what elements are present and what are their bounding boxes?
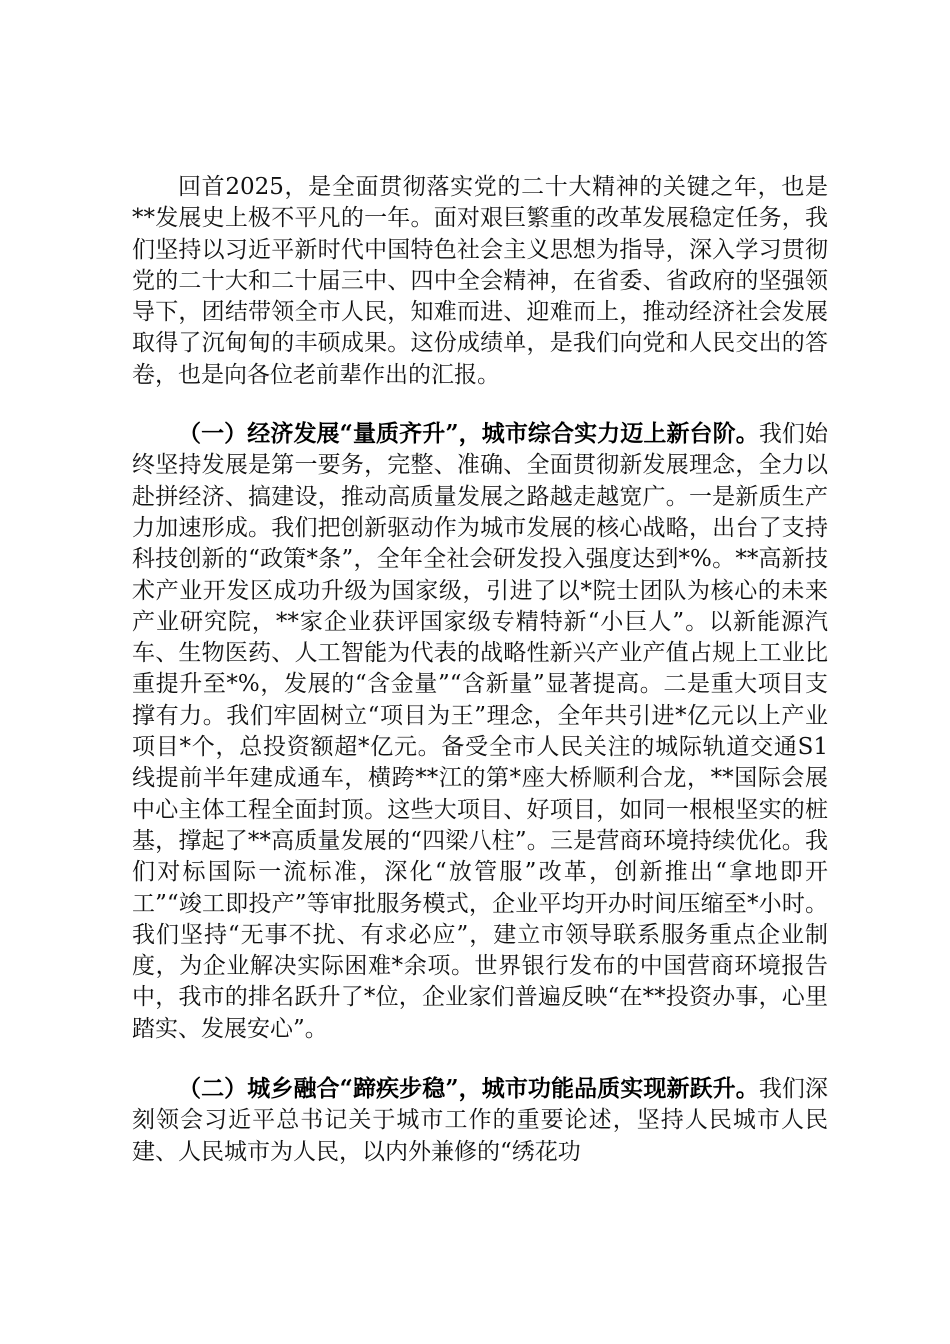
- section-2-heading: （二）城乡融合“蹄疾步稳”，城市功能品质实现新跃升。: [178, 1075, 759, 1103]
- section-1-text: 我们始终坚持发展是第一要务，完整、准确、全面贯彻新发展理念，全力以赴拼经济、搞建设，推动高质量发展之路越走越宽广。一是新质生产力加速形成。我们把创新驱动作为城市发展的核心战略，出台了支持科技创新的“政策*条”，全年全社会研发投入强度达到*%。**高新技术产业开发区成功升级为国家级，引进了以*院士团队为核心的未来产业研究院，**家企业获评国家级专精特新“小巨人”。以新能源汽车、生物医药、人工智能为代表的战略性新兴产业产值占规上工业比重提升至*%，发展的“含金量”“含新量”显著提高。二是重大项目支撑有力。我们牢固树立“项目为王”理念，全年共引进*亿元以上产业项目*个，总投资额超*亿元。备受全市人民关注的城际轨道交通S1线提前半年建成通车，横跨**江的第*座大桥顺利合龙，**国际会展中心主体工程全面封顶。这些大项目、好项目，如同一根根坚实的桩基，撑起了**高质量发展的“四梁八柱”。三是营商环境持续优化。我们对标国际一流标准，深化“放管服”改革，创新推出“拿地即开工”“竣工即投产”等审批服务模式，企业平均开办时间压缩至*小时。我们坚持“无事不扰、有求必应”，建立市领导联系服务重点企业制度，为企业解决实际困难*余项。世界银行发布的中国营商环境报告中，我市的排名跃升了*位，企业家们普遍反映“在**投资办事，心里踏实、发展安心”。: [132, 421, 828, 1042]
- section-1-heading: （一）经济发展“量质齐升”，城市综合实力迈上新台阶。: [178, 420, 759, 448]
- intro-paragraph-text: 回首2025，是全面贯彻落实党的二十大精神的关键之年，也是**发展史上极不平凡的一年。面对艰巨繁重的改革发展稳定任务，我们坚持以习近平新时代中国特色社会主义思想为指导，深入学习贯彻党的二十大和二十届三中、四中全会精神，在省委、省政府的坚强领导下，团结带领全市人民，知难而进、迎难而上，推动经济社会发展取得了沉甸甸的丰硕成果。这份成绩单，是我们向党和人民交出的答卷，也是向各位老前辈作出的汇报。: [132, 174, 828, 388]
- section-1-paragraph: [132, 418, 828, 1045]
- intro-paragraph: [132, 172, 828, 391]
- document-body: [132, 172, 828, 1168]
- paragraph-spacer: [132, 391, 828, 418]
- section-2-paragraph: [132, 1073, 828, 1168]
- section-2-text: 我们深刻领会习近平总书记关于城市工作的重要论述，坚持人民城市人民建、人民城市为人民，以内外兼修的“绣花功: [132, 1076, 828, 1165]
- paragraph-spacer: [132, 1045, 828, 1073]
